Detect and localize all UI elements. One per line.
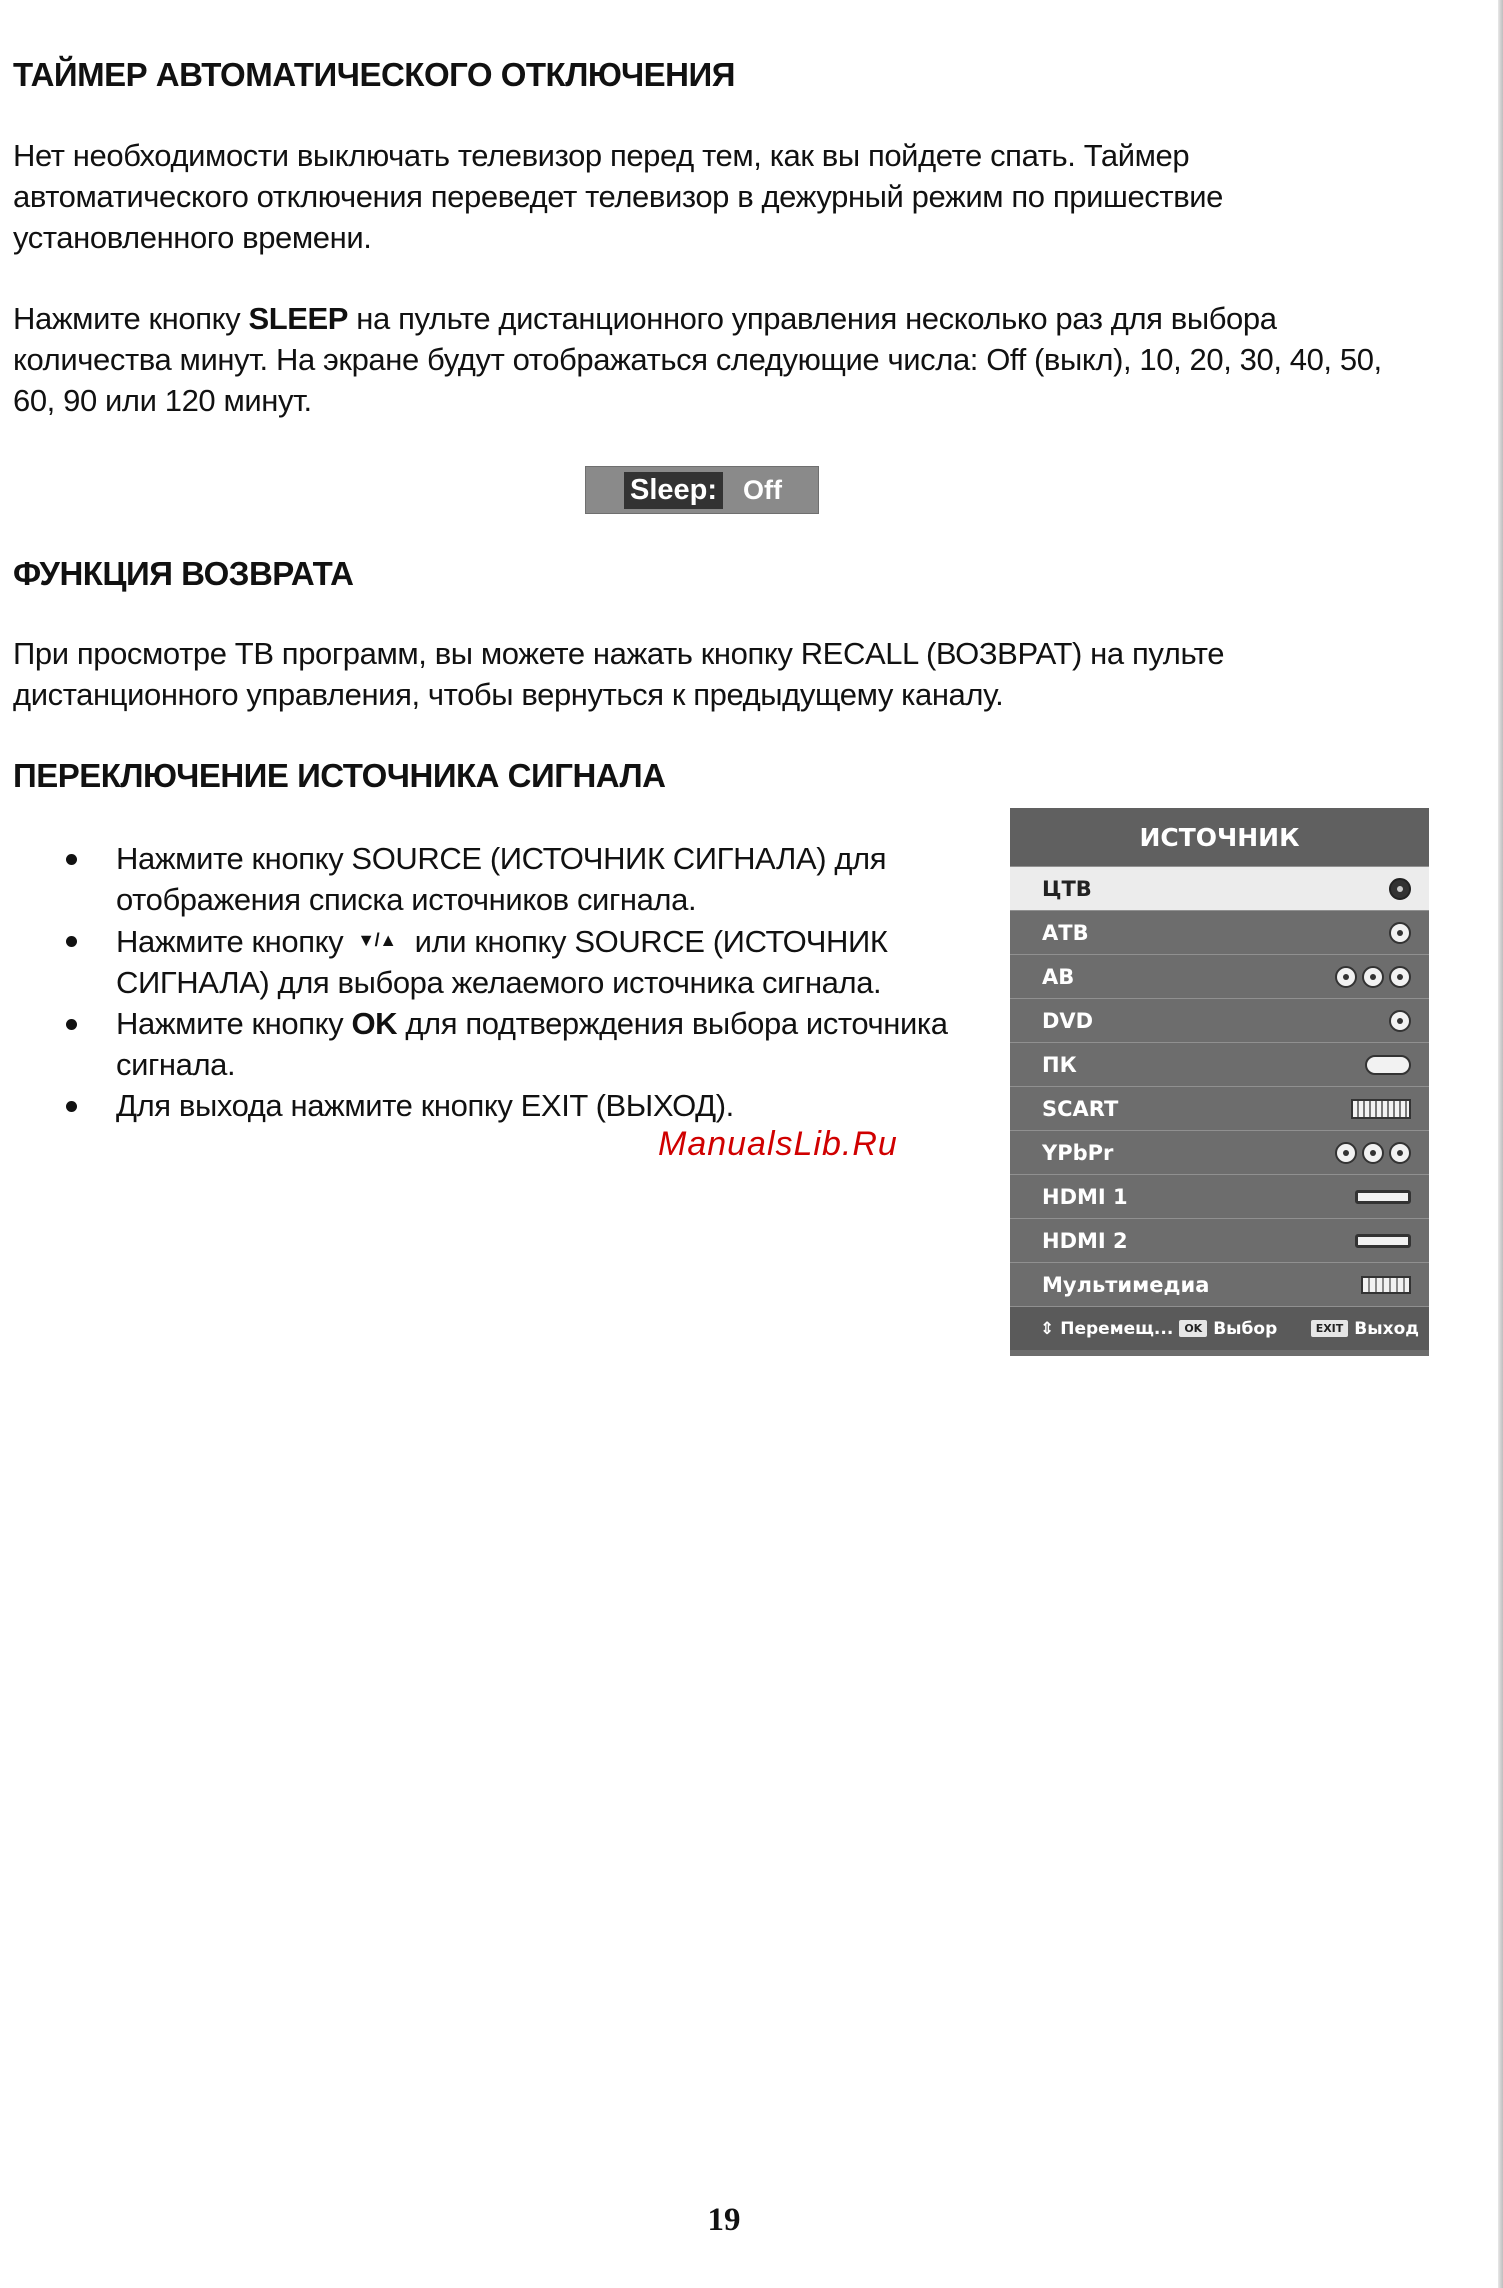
sleep-intro-text: Нет необходимости выключать телевизор перед тем, как вы пойдете спать. Таймер автоматического отключения переведет телевизор в дежурный режим по пришествие установленного времени. (13, 138, 1224, 255)
list-item: Нажмите кнопку ▼/▲ или кнопку SOURCE (ИСТОЧНИК СИГНАЛА) для выбора желаемого источника сигнала. (60, 920, 960, 1003)
up-down-arrow-icon: ⇕ (1040, 1318, 1055, 1339)
source-item-hdmi2[interactable] (1010, 1218, 1429, 1262)
exit-key-badge: EXIT (1311, 1320, 1349, 1337)
sleep-instructions-text: Нажмите кнопку SLEEP на пульте дистанционного управления несколько раз для выбора количества минут. На экране будут отображаться следующие числа: Off (выкл), 10, 20, 30, 40, 50, 60, 90 или 120 минут. (13, 301, 1382, 418)
watermark: ManualsLib.Ru (658, 1125, 898, 1163)
source-item-label: ПК (1042, 1052, 1077, 1077)
sleep-osd-label: Sleep: (624, 472, 723, 509)
antenna-jack-icon (1389, 878, 1411, 900)
rca-jacks-icon (1335, 966, 1411, 988)
source-item-hdmi1[interactable] (1010, 1174, 1429, 1218)
source-menu-footer (1010, 1306, 1429, 1350)
source-item-label: YPbPr (1042, 1140, 1114, 1165)
list-item: Нажмите кнопку OK для подтверждения выбора источника сигнала. (60, 1003, 960, 1085)
source-item-label: ЦТВ (1042, 876, 1092, 901)
footer-move-label: Перемещ... (1060, 1318, 1174, 1339)
ok-key-name: OK (351, 1006, 398, 1041)
hdmi-port-icon (1355, 1234, 1411, 1248)
source-item-label: АТВ (1042, 920, 1089, 945)
ok-key-badge: OK (1179, 1320, 1207, 1337)
down-up-arrows-icon: ▼/▲ (357, 930, 397, 950)
source-item-label: AB (1042, 964, 1075, 989)
source-item-multimedia[interactable] (1010, 1262, 1429, 1306)
sleep-osd-banner (585, 466, 819, 514)
source-item-ypbpr[interactable] (1010, 1130, 1429, 1174)
sleep-key-name: SLEEP (248, 301, 349, 336)
source-item-dtv[interactable] (1010, 866, 1429, 910)
list-item: Для выхода нажмите кнопку EXIT (ВЫХОД). (60, 1085, 960, 1126)
recall-text: При просмотре ТВ программ, вы можете нажать кнопку RECALL (ВОЗВРАТ) на пульте дистанционного управления, чтобы вернуться к предыдущему каналу. (13, 636, 1225, 712)
source-item-label: DVD (1042, 1008, 1094, 1033)
rca-jack-icon (1389, 1010, 1411, 1032)
source-item-scart[interactable] (1010, 1086, 1429, 1130)
source-heading: ПЕРЕКЛЮЧЕНИЕ ИСТОЧНИКА СИГНАЛА (13, 757, 666, 794)
vga-port-icon (1365, 1055, 1411, 1075)
component-jacks-icon (1335, 1142, 1411, 1164)
source-item-atv[interactable] (1010, 910, 1429, 954)
footer-select-label: Выбор (1213, 1318, 1278, 1339)
footer-exit-label: Выход (1354, 1318, 1419, 1339)
source-item-label: HDMI 2 (1042, 1228, 1128, 1253)
source-item-label: Мультимедиа (1042, 1272, 1210, 1297)
page-edge (1498, 0, 1503, 2288)
source-item-av[interactable] (1010, 954, 1429, 998)
source-item-label: HDMI 1 (1042, 1184, 1128, 1209)
source-steps-list (60, 838, 960, 1126)
sleep-timer-heading: ТАЙМЕР АВТОМАТИЧЕСКОГО ОТКЛЮЧЕНИЯ (13, 56, 735, 93)
scart-port-icon (1351, 1099, 1411, 1119)
recall-heading: ФУНКЦИЯ ВОЗВРАТА (13, 555, 354, 592)
source-menu-title: ИСТОЧНИК (1010, 808, 1429, 866)
source-item-dvd[interactable] (1010, 998, 1429, 1042)
sleep-osd-value: Off (743, 474, 783, 505)
antenna-jack-icon (1389, 922, 1411, 944)
page-number: 19 (707, 2202, 741, 2238)
hdmi-port-icon (1355, 1190, 1411, 1204)
source-menu (1010, 808, 1429, 1356)
source-item-label: SCART (1042, 1096, 1119, 1121)
list-item: Нажмите кнопку SOURCE (ИСТОЧНИК СИГНАЛА) для отображения списка источников сигнала. (60, 838, 960, 920)
usb-port-icon (1361, 1276, 1411, 1294)
source-item-pc[interactable] (1010, 1042, 1429, 1086)
